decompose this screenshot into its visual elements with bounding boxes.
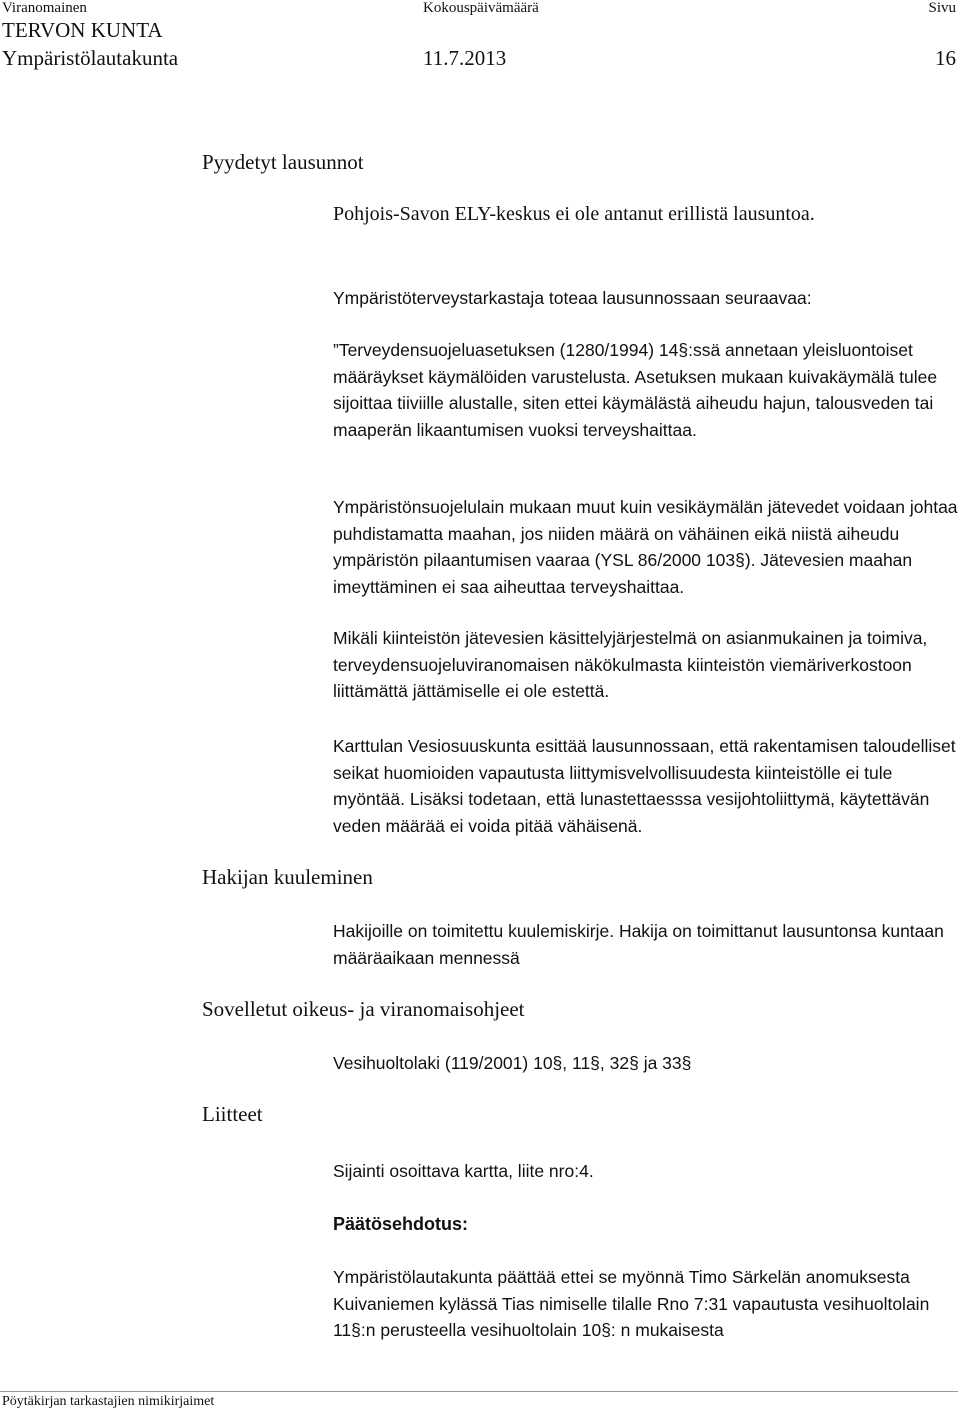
section-liitteet: Liitteet bbox=[202, 1102, 263, 1126]
section-pyydetyt-lausunnot: Pyydetyt lausunnot bbox=[202, 150, 364, 174]
ymparisto-intro: Ympäristöterveystarkastaja toteaa lausunnossaan seuraavaa: bbox=[333, 288, 812, 308]
header-label-authority: Viranomainen bbox=[2, 0, 87, 16]
ely-statement: Pohjois-Savon ELY-keskus ei ole antanut erillistä lausuntoa. bbox=[333, 203, 815, 225]
hakijoille-paragraph: Hakijoille on toimitettu kuulemiskirje. Hakija on toimittanut lausuntonsa kuntaan määräaikaan mennessä bbox=[333, 921, 944, 968]
ysl-paragraph: Ympäristönsuojelulain mukaan muut kuin vesikäymälän jätevedet voidaan johtaa puhdistamatta maahan, jos niiden määrä on vähäinen eikä niistä aiheudu ympäristön pilaantumisen vaaraa (YSL 86/2000 103§). Jätevesien maahan imeyttäminen ei saa aiheuttaa terveyshaittaa. bbox=[333, 497, 958, 597]
section-hakijan-kuuleminen: Hakijan kuuleminen bbox=[202, 865, 373, 889]
authority-name: Ympäristölautakunta bbox=[2, 46, 179, 70]
paatosehdotus-heading: Päätösehdotus: bbox=[333, 1214, 469, 1234]
meeting-date: 11.7.2013 bbox=[423, 46, 507, 70]
quote-paragraph: ”Terveydensuojeluasetuksen (1280/1994) 14§:ssä annetaan yleisluontoiset määräykset käymälöiden varustelusta. Asetuksen mukaan kuivakäymälä tulee sijoittaa tiiviille alustalle, siten ettei käymälästä aiheudu hajun, talousveden tai maaperän likaantumisen vuoksi terveyshaittaa. bbox=[333, 340, 938, 440]
org-name: TERVON KUNTA bbox=[2, 18, 163, 42]
section-sovelletut-ohjeet: Sovelletut oikeus- ja viranomaisohjeet bbox=[202, 997, 525, 1021]
mikali-paragraph: Mikäli kiinteistön jätevesien käsittelyjärjestelmä on asianmukainen ja toimiva, terveydensuojeluviranomaisen näkökulmasta kiinteistön viemäriverkostoon liittämättä jättämiselle ei ole estettä. bbox=[333, 628, 928, 701]
header-label-page: Sivu bbox=[928, 0, 956, 16]
page-number: 16 bbox=[935, 46, 956, 70]
footer-initials-label: Pöytäkirjan tarkastajien nimikirjaimet bbox=[2, 1394, 215, 1409]
footer-divider bbox=[0, 1391, 958, 1392]
header-label-meeting-date: Kokouspäivämäärä bbox=[423, 0, 539, 16]
paatosehdotus-text: Ympäristölautakunta päättää ettei se myönnä Timo Särkelän anomuksesta Kuivaniemen kylässä Tias nimiselle tilalle Rno 7:31 vapautusta vesihuoltolain 11§:n perusteella vesihuoltolain 10§: n mukaisesta bbox=[333, 1267, 930, 1340]
karttula-paragraph: Karttulan Vesiosuuskunta esittää lausunnossaan, että rakentamisen taloudelliset seikat huomioiden vapautusta liittymisvelvollisuudesta kiinteistölle ei tule myöntää. Lisäksi todetaan, että lunastettaesssa vesijohtoliittymä, käytettävän veden määrää ei voida pitää vähäisenä. bbox=[333, 736, 956, 836]
sijainti-attachment: Sijainti osoittava kartta, liite nro:4. bbox=[333, 1161, 594, 1181]
vesihuoltolaki-reference: Vesihuoltolaki (119/2001) 10§, 11§, 32§ ja 33§ bbox=[333, 1053, 692, 1073]
